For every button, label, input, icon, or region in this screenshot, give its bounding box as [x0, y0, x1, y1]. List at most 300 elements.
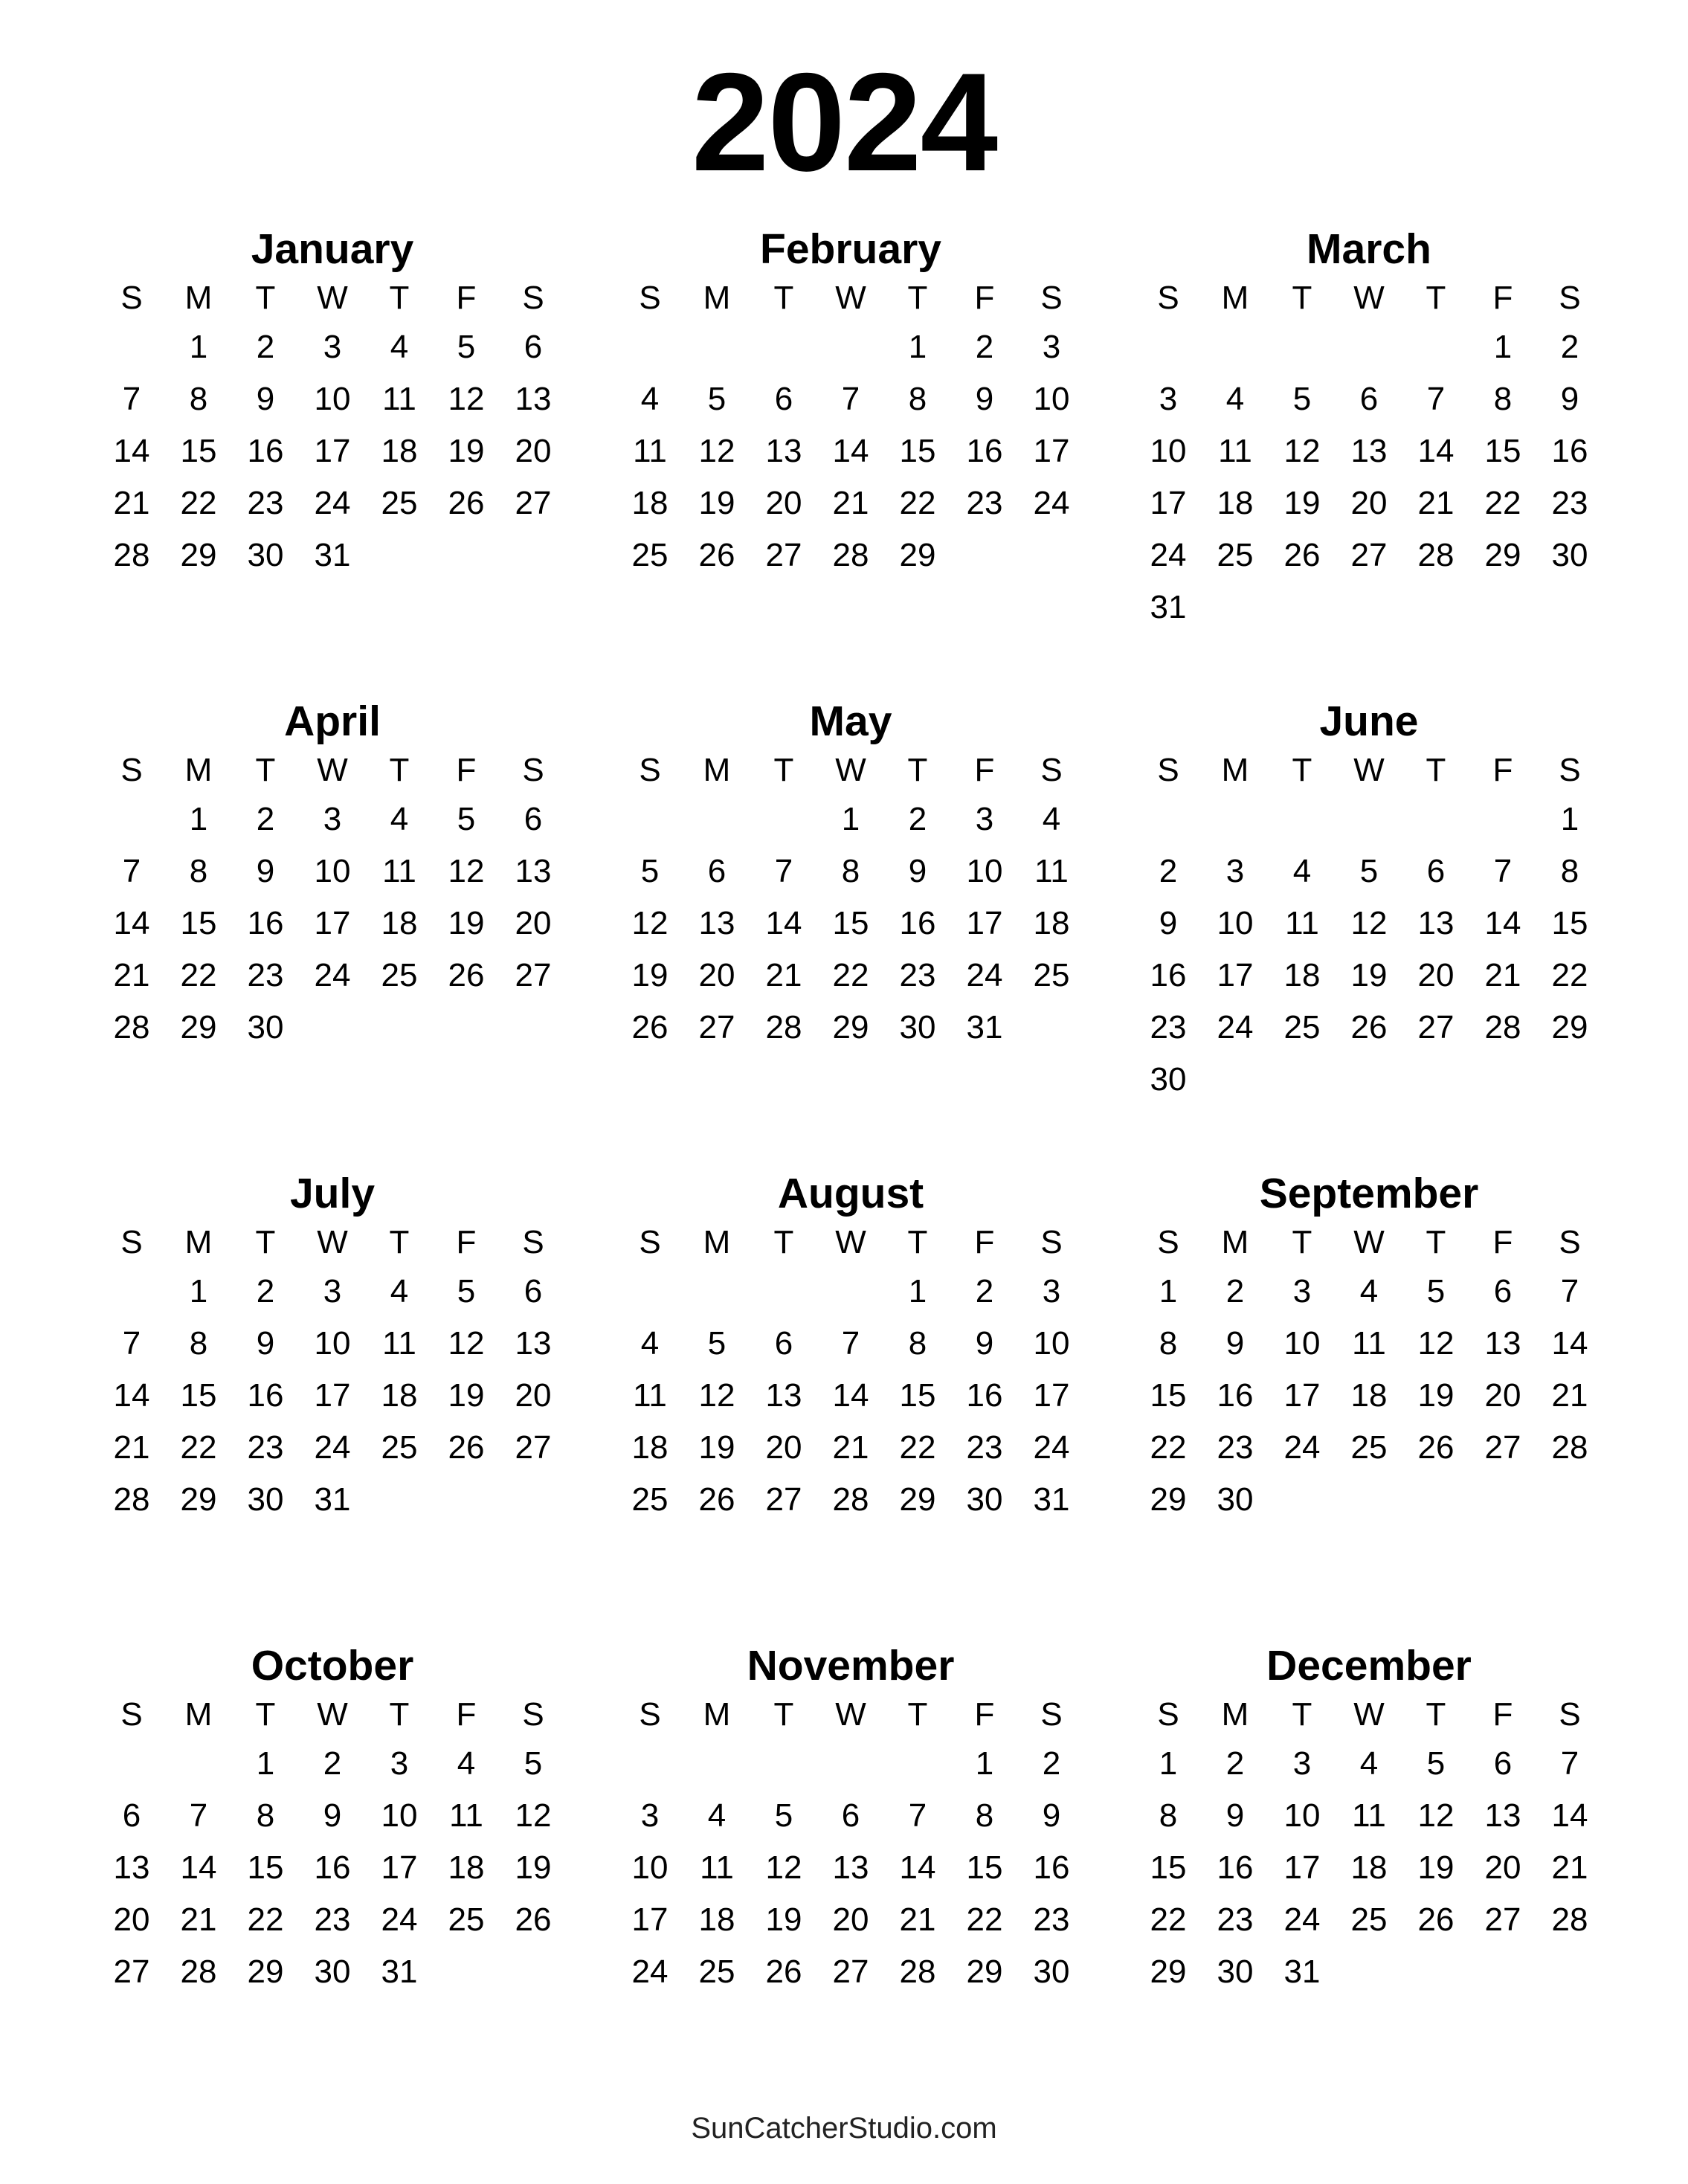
month-january: [98, 223, 567, 582]
day-cell: 28: [113, 1481, 150, 1518]
day-cell: 27: [765, 1481, 802, 1518]
day-cell: 15: [1484, 433, 1521, 469]
day-cell: 18: [1283, 957, 1321, 993]
day-cell: 4: [1359, 1273, 1379, 1310]
weekday-label: S: [1040, 752, 1063, 788]
day-cell: 24: [1217, 1009, 1254, 1046]
week-row: [98, 1002, 567, 1054]
weekday-label: S: [1040, 280, 1063, 316]
day-cell: 12: [1350, 905, 1388, 941]
day-cell: 27: [1350, 537, 1388, 573]
month-name: November: [747, 1642, 955, 1689]
weekday-label: F: [456, 280, 477, 316]
day-cell: 26: [1350, 1009, 1388, 1046]
month-name: December: [1266, 1642, 1472, 1689]
day-cell: 1: [256, 1745, 275, 1782]
week-row: [98, 950, 567, 1002]
day-cell: 5: [524, 1745, 543, 1782]
day-cell: 5: [707, 1325, 727, 1362]
day-cell: 10: [381, 1797, 418, 1834]
day-cell: 8: [841, 853, 860, 889]
day-cell: 28: [832, 537, 869, 573]
week-row: [1135, 950, 1603, 1002]
week-row: [98, 1422, 567, 1474]
weekday-label: S: [1157, 752, 1179, 788]
weekday-label: W: [317, 1224, 348, 1260]
day-cell: 16: [314, 1849, 351, 1886]
day-cell: 23: [247, 485, 284, 521]
day-cell: 2: [256, 801, 275, 837]
day-cell: 22: [180, 1429, 217, 1466]
month-name: May: [809, 698, 892, 745]
month-april: [98, 695, 567, 1054]
day-cell: 6: [122, 1797, 141, 1834]
day-cell: 22: [1150, 1901, 1187, 1938]
day-cell: 23: [899, 957, 936, 993]
day-cell: 4: [707, 1797, 727, 1834]
day-cell: 13: [698, 905, 735, 941]
day-cell: 20: [765, 485, 802, 521]
day-cell: 20: [515, 433, 552, 469]
weekday-label: F: [456, 1696, 477, 1733]
day-cell: 2: [1042, 1745, 1061, 1782]
weekday-label: T: [255, 1696, 276, 1733]
day-cell: 18: [1217, 485, 1254, 521]
day-cell: 3: [975, 801, 994, 837]
week-row: [98, 425, 567, 477]
day-cell: 30: [247, 1009, 284, 1046]
day-cell: 23: [1217, 1429, 1254, 1466]
month-name: March: [1307, 225, 1431, 273]
week-row: [616, 1474, 1085, 1526]
day-cell: 25: [1033, 957, 1070, 993]
weekday-header: [1135, 1692, 1603, 1738]
week-row: [1135, 1790, 1603, 1842]
week-row: [616, 845, 1085, 898]
weekday-label: S: [1559, 280, 1581, 316]
day-cell: 13: [515, 1325, 552, 1362]
day-cell: 2: [975, 329, 994, 365]
weekday-label: T: [1426, 1696, 1446, 1733]
weekday-header: [1135, 747, 1603, 793]
day-cell: 3: [323, 801, 342, 837]
day-cell: 6: [1493, 1745, 1513, 1782]
weekday-label: S: [120, 752, 143, 788]
weekday-label: S: [120, 280, 143, 316]
day-cell: 9: [975, 381, 994, 417]
day-cell: 13: [765, 433, 802, 469]
weekday-label: T: [1292, 280, 1312, 316]
day-cell: 25: [698, 1953, 735, 1990]
day-cell: 26: [1283, 537, 1321, 573]
day-cell: 11: [382, 1325, 416, 1362]
day-cell: 7: [1493, 853, 1513, 889]
day-cell: 28: [899, 1953, 936, 1990]
weekday-label: T: [255, 752, 276, 788]
day-cell: 20: [113, 1901, 150, 1938]
day-cell: 12: [515, 1797, 552, 1834]
day-cell: 3: [1292, 1745, 1312, 1782]
weekday-label: T: [1426, 280, 1446, 316]
day-cell: 11: [449, 1797, 483, 1834]
weekday-label: S: [639, 752, 661, 788]
weekday-label: T: [1426, 752, 1446, 788]
day-cell: 13: [832, 1849, 869, 1886]
day-cell: 10: [314, 381, 351, 417]
day-cell: 4: [1292, 853, 1312, 889]
day-cell: 3: [390, 1745, 409, 1782]
day-cell: 25: [1217, 537, 1254, 573]
day-cell: 9: [908, 853, 927, 889]
day-cell: 20: [515, 1377, 552, 1414]
day-cell: 3: [1159, 381, 1178, 417]
weekday-label: S: [120, 1696, 143, 1733]
week-row: [98, 1894, 567, 1946]
day-cell: 7: [122, 381, 141, 417]
day-cell: 28: [1484, 1009, 1521, 1046]
day-cell: 17: [631, 1901, 669, 1938]
day-cell: 11: [382, 381, 416, 417]
day-cell: 19: [1417, 1849, 1455, 1886]
month-august: [616, 1167, 1085, 1526]
day-cell: 25: [1350, 1429, 1388, 1466]
week-row: [616, 1790, 1085, 1842]
day-cell: 8: [189, 1325, 208, 1362]
day-cell: 21: [832, 1429, 869, 1466]
weekday-label: T: [389, 280, 410, 316]
day-cell: 20: [1484, 1849, 1521, 1886]
day-cell: 27: [515, 957, 552, 993]
week-row: [98, 1738, 567, 1790]
weekday-label: S: [1040, 1224, 1063, 1260]
day-cell: 5: [640, 853, 660, 889]
day-cell: 11: [382, 853, 416, 889]
week-row: [616, 529, 1085, 582]
day-cell: 26: [448, 957, 485, 993]
day-cell: 18: [631, 485, 669, 521]
day-cell: 12: [631, 905, 669, 941]
weekday-label: M: [1221, 280, 1249, 316]
day-cell: 17: [1217, 957, 1254, 993]
week-row: [98, 529, 567, 582]
day-cell: 12: [698, 433, 735, 469]
week-row: [98, 373, 567, 425]
day-cell: 29: [1484, 537, 1521, 573]
day-cell: 31: [1283, 1953, 1321, 1990]
week-row: [1135, 321, 1603, 373]
weekday-label: M: [703, 1696, 731, 1733]
day-cell: 22: [247, 1901, 284, 1938]
month-september: [1135, 1167, 1603, 1526]
day-cell: 8: [189, 381, 208, 417]
day-cell: 28: [113, 1009, 150, 1046]
day-cell: 14: [1484, 905, 1521, 941]
day-cell: 3: [640, 1797, 660, 1834]
day-cell: 15: [180, 905, 217, 941]
day-cell: 24: [631, 1953, 669, 1990]
day-cell: 20: [515, 905, 552, 941]
week-row: [1135, 1002, 1603, 1054]
weekday-label: W: [1353, 280, 1385, 316]
day-cell: 7: [122, 1325, 141, 1362]
week-row: [616, 1370, 1085, 1422]
day-cell: 12: [448, 853, 485, 889]
month-name: August: [777, 1170, 924, 1217]
month-november: [616, 1640, 1085, 1998]
week-row: [98, 1474, 567, 1526]
day-cell: 7: [189, 1797, 208, 1834]
day-cell: 12: [448, 381, 485, 417]
weekday-label: S: [1157, 1224, 1179, 1260]
day-cell: 14: [1417, 433, 1455, 469]
day-cell: 20: [698, 957, 735, 993]
day-cell: 7: [1560, 1745, 1579, 1782]
day-cell: 17: [381, 1849, 418, 1886]
day-cell: 11: [633, 1377, 667, 1414]
weekday-header: [616, 747, 1085, 793]
day-cell: 3: [1042, 1273, 1061, 1310]
day-cell: 3: [1292, 1273, 1312, 1310]
day-cell: 10: [1033, 381, 1070, 417]
day-cell: 6: [524, 329, 543, 365]
day-cell: 10: [1033, 1325, 1070, 1362]
day-cell: 25: [631, 537, 669, 573]
week-row: [1135, 898, 1603, 950]
day-cell: 14: [765, 905, 802, 941]
week-row: [616, 1002, 1085, 1054]
day-cell: 25: [381, 957, 418, 993]
weekday-label: W: [317, 280, 348, 316]
day-cell: 20: [765, 1429, 802, 1466]
day-cell: 2: [908, 801, 927, 837]
day-cell: 25: [448, 1901, 485, 1938]
day-cell: 18: [381, 905, 418, 941]
day-cell: 8: [975, 1797, 994, 1834]
day-cell: 14: [832, 1377, 869, 1414]
weekday-label: S: [639, 1696, 661, 1733]
week-row: [1135, 477, 1603, 529]
month-name: July: [289, 1170, 376, 1217]
day-cell: 8: [256, 1797, 275, 1834]
week-row: [616, 1318, 1085, 1370]
weekday-label: T: [1426, 1224, 1446, 1260]
day-cell: 16: [1551, 433, 1588, 469]
day-cell: 2: [1225, 1273, 1245, 1310]
weekday-label: T: [389, 1224, 410, 1260]
weekday-label: M: [184, 752, 213, 788]
day-cell: 6: [1426, 853, 1446, 889]
day-cell: 4: [457, 1745, 476, 1782]
week-row: [1135, 1318, 1603, 1370]
day-cell: 7: [908, 1797, 927, 1834]
day-cell: 18: [1350, 1849, 1388, 1886]
weekday-label: M: [1221, 1224, 1249, 1260]
day-cell: 22: [180, 485, 217, 521]
day-cell: 30: [247, 1481, 284, 1518]
week-row: [616, 793, 1085, 845]
day-cell: 4: [1359, 1745, 1379, 1782]
day-cell: 29: [180, 1009, 217, 1046]
day-cell: 21: [113, 1429, 150, 1466]
day-cell: 1: [841, 801, 860, 837]
day-cell: 17: [314, 433, 351, 469]
day-cell: 1: [908, 1273, 927, 1310]
day-cell: 10: [1217, 905, 1254, 941]
day-cell: 27: [765, 537, 802, 573]
day-cell: 10: [314, 853, 351, 889]
day-cell: 1: [189, 329, 208, 365]
weekday-header: [98, 1692, 567, 1738]
day-cell: 9: [256, 853, 275, 889]
day-cell: 5: [1359, 853, 1379, 889]
day-cell: 26: [698, 1481, 735, 1518]
weekday-label: W: [835, 1224, 866, 1260]
month-name: June: [1319, 698, 1419, 745]
week-row: [1135, 1894, 1603, 1946]
day-cell: 27: [832, 1953, 869, 1990]
day-cell: 9: [1042, 1797, 1061, 1834]
page-title: 2024: [691, 44, 997, 200]
day-cell: 10: [966, 853, 1003, 889]
day-cell: 22: [832, 957, 869, 993]
week-row: [98, 1318, 567, 1370]
day-cell: 6: [774, 381, 793, 417]
day-cell: 19: [765, 1901, 802, 1938]
week-row: [1135, 1422, 1603, 1474]
day-cell: 31: [1150, 589, 1187, 625]
weekday-label: F: [1492, 280, 1513, 316]
month-february: [616, 223, 1085, 582]
week-row: [616, 321, 1085, 373]
day-cell: 10: [1283, 1325, 1321, 1362]
day-cell: 26: [1417, 1429, 1455, 1466]
day-cell: 7: [774, 853, 793, 889]
day-cell: 29: [1150, 1953, 1187, 1990]
month-june: [1135, 695, 1603, 1106]
day-cell: 2: [256, 1273, 275, 1310]
weekday-label: T: [389, 752, 410, 788]
day-cell: 1: [908, 329, 927, 365]
week-row: [616, 477, 1085, 529]
day-cell: 11: [633, 433, 667, 469]
day-cell: 6: [524, 1273, 543, 1310]
day-cell: 27: [1484, 1429, 1521, 1466]
week-row: [98, 1266, 567, 1318]
day-cell: 21: [832, 485, 869, 521]
day-cell: 3: [1042, 329, 1061, 365]
weekday-label: T: [255, 280, 276, 316]
day-cell: 25: [1350, 1901, 1388, 1938]
day-cell: 24: [1033, 1429, 1070, 1466]
day-cell: 11: [1034, 853, 1069, 889]
day-cell: 21: [899, 1901, 936, 1938]
day-cell: 10: [1283, 1797, 1321, 1834]
week-row: [98, 845, 567, 898]
day-cell: 31: [966, 1009, 1003, 1046]
day-cell: 7: [841, 381, 860, 417]
weekday-label: T: [773, 1224, 794, 1260]
weekday-label: S: [120, 1224, 143, 1260]
day-cell: 8: [908, 381, 927, 417]
day-cell: 9: [1225, 1325, 1245, 1362]
weekday-label: S: [639, 1224, 661, 1260]
weekday-label: F: [1492, 1224, 1513, 1260]
weekday-label: T: [1292, 752, 1312, 788]
day-cell: 2: [975, 1273, 994, 1310]
day-cell: 19: [448, 1377, 485, 1414]
day-cell: 7: [1426, 381, 1446, 417]
day-cell: 19: [698, 1429, 735, 1466]
day-cell: 10: [314, 1325, 351, 1362]
day-cell: 2: [1159, 853, 1178, 889]
weekday-label: F: [456, 1224, 477, 1260]
day-cell: 22: [899, 485, 936, 521]
day-cell: 1: [189, 801, 208, 837]
day-cell: 4: [1225, 381, 1245, 417]
weekday-label: M: [703, 280, 731, 316]
day-cell: 1: [1493, 329, 1513, 365]
day-cell: 4: [640, 381, 660, 417]
day-cell: 28: [1417, 537, 1455, 573]
day-cell: 19: [515, 1849, 552, 1886]
day-cell: 24: [1283, 1429, 1321, 1466]
day-cell: 5: [457, 801, 476, 837]
day-cell: 29: [1150, 1481, 1187, 1518]
day-cell: 13: [1484, 1325, 1521, 1362]
week-row: [1135, 582, 1603, 634]
weekday-header: [1135, 1220, 1603, 1266]
week-row: [616, 425, 1085, 477]
weekday-label: M: [184, 280, 213, 316]
weekday-label: F: [974, 1696, 995, 1733]
weekday-label: M: [1221, 752, 1249, 788]
weekday-label: W: [835, 280, 866, 316]
day-cell: 20: [1350, 485, 1388, 521]
weekday-label: T: [907, 1224, 928, 1260]
week-row: [616, 1266, 1085, 1318]
weekday-header: [98, 747, 567, 793]
day-cell: 6: [1359, 381, 1379, 417]
day-cell: 25: [381, 485, 418, 521]
day-cell: 9: [975, 1325, 994, 1362]
day-cell: 8: [1560, 853, 1579, 889]
month-march: [1135, 223, 1603, 634]
day-cell: 20: [1484, 1377, 1521, 1414]
day-cell: 28: [113, 537, 150, 573]
day-cell: 21: [765, 957, 802, 993]
day-cell: 18: [1350, 1377, 1388, 1414]
weekday-label: F: [1492, 752, 1513, 788]
day-cell: 29: [899, 1481, 936, 1518]
week-row: [98, 898, 567, 950]
weekday-label: W: [1353, 1224, 1385, 1260]
day-cell: 31: [314, 537, 351, 573]
day-cell: 6: [774, 1325, 793, 1362]
day-cell: 12: [448, 1325, 485, 1362]
day-cell: 9: [256, 381, 275, 417]
day-cell: 30: [314, 1953, 351, 1990]
day-cell: 31: [314, 1481, 351, 1518]
weekday-header: [616, 1692, 1085, 1738]
weekday-label: F: [974, 280, 995, 316]
day-cell: 25: [1283, 1009, 1321, 1046]
weekday-label: F: [1492, 1696, 1513, 1733]
day-cell: 12: [1417, 1325, 1455, 1362]
day-cell: 24: [314, 1429, 351, 1466]
day-cell: 26: [448, 1429, 485, 1466]
day-cell: 27: [113, 1953, 150, 1990]
week-row: [1135, 529, 1603, 582]
